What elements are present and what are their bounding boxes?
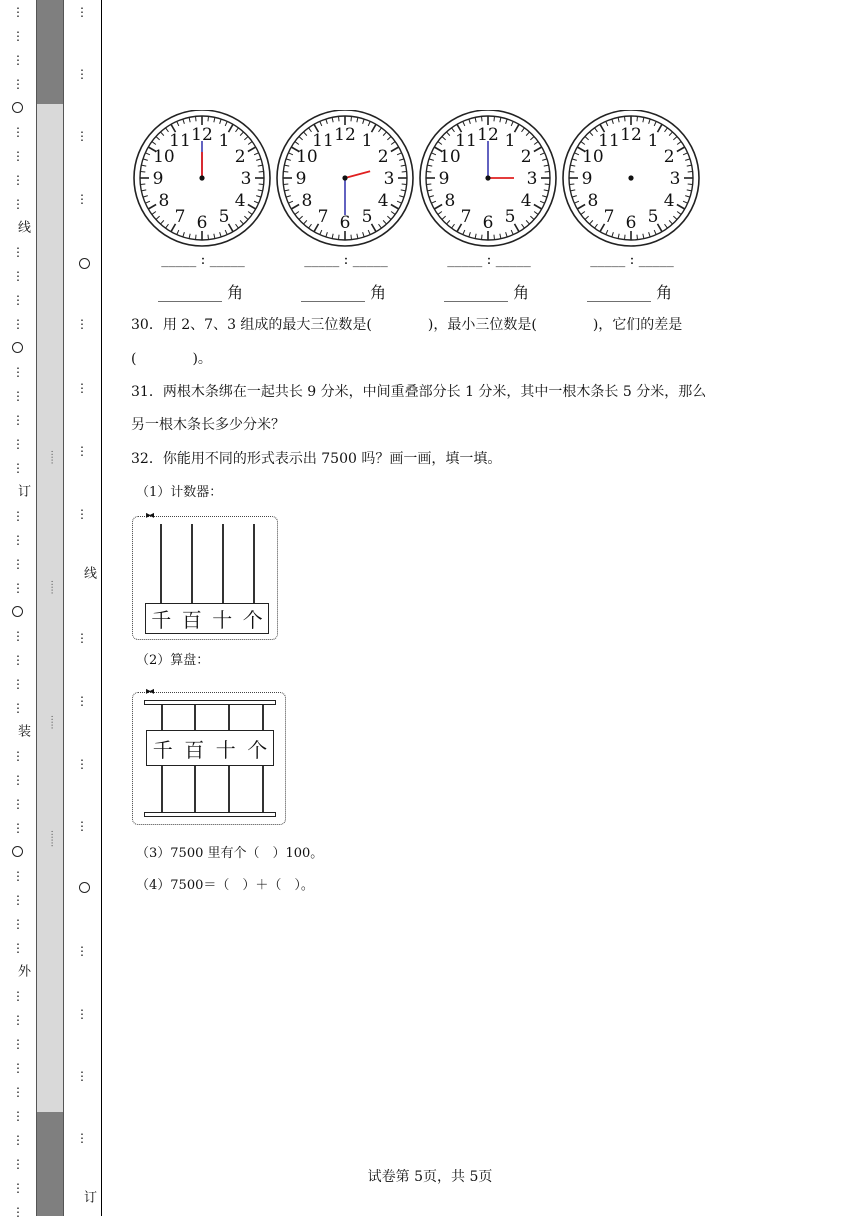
binding-dots: ⋮	[12, 941, 24, 955]
clock-row	[130, 110, 710, 305]
binding-dots: ⋮	[76, 507, 88, 521]
clock-center	[199, 175, 204, 180]
clock-number: 6	[339, 213, 351, 233]
binding-dark-top	[36, 0, 64, 104]
strip-dots-3: ·····	[46, 715, 56, 730]
clock-tick	[494, 116, 495, 121]
binding-dots: ⋮	[12, 1061, 24, 1075]
clock-number: 5	[218, 207, 230, 228]
clock-face-2	[273, 110, 417, 250]
angle-blank-3: ________ 角	[444, 283, 530, 302]
counter-rod-thousands	[160, 524, 162, 604]
place-tens: 十	[212, 608, 233, 632]
clock-number: 9	[438, 169, 450, 189]
binding-dots: ⋮	[12, 413, 24, 427]
binding-dots: ⋮	[12, 629, 24, 643]
clock-number: 7	[460, 207, 472, 228]
abacus-place-hundreds: 百	[184, 737, 205, 762]
binding-dots: ⋮	[12, 509, 24, 523]
clock-number: 10	[296, 147, 318, 167]
clock-number: 4	[377, 191, 389, 211]
binding-strip	[36, 0, 64, 1216]
binding-margin	[0, 0, 104, 1219]
time-blank-3: _____ : _____	[447, 252, 531, 268]
place-hundreds: 百	[181, 608, 202, 632]
binding-dots: ⋮	[76, 944, 88, 958]
question-30-line-1: 30．用 2、7、3 组成的最大三位数是( )，最小三位数是( )，它们的差是	[131, 317, 683, 333]
binding-dots: ⋮	[12, 245, 24, 259]
clock-tick	[259, 172, 264, 173]
binding-dots: ⋮	[12, 125, 24, 139]
binding-circle-icon	[79, 882, 90, 893]
binding-dots: ⋮	[12, 29, 24, 43]
clock-number: 11	[598, 130, 620, 151]
place-ones: 个	[242, 608, 263, 632]
binding-dots: ⋮	[12, 749, 24, 763]
binding-dots: ⋮	[12, 1037, 24, 1051]
binding-dots: ⋮	[76, 444, 88, 458]
clock-number: 6	[482, 213, 494, 233]
binding-dots: ⋮	[76, 1069, 88, 1083]
clock-tick	[208, 116, 209, 121]
clock-tick	[339, 235, 340, 240]
clock-tick	[339, 116, 340, 121]
clock-3	[416, 110, 560, 302]
binding-dots: ⋮	[76, 129, 88, 143]
binding-label: 装	[15, 724, 30, 737]
binding-dots: ⋮	[12, 269, 24, 283]
binding-dots: ⋮	[12, 437, 24, 451]
binding-dots: ⋮	[12, 77, 24, 91]
binding-dots: ⋮	[12, 581, 24, 595]
binding-dots: ⋮	[12, 557, 24, 571]
time-blank-4: _____ : _____	[590, 252, 674, 268]
margin-rule	[101, 0, 102, 1216]
clock-number: 5	[361, 207, 373, 228]
question-31-line-2: 另一根木条长多少分米？	[131, 417, 285, 433]
sub-question-3: （3）7500 里有个（ ）100。	[136, 846, 324, 861]
clock-number: 6	[625, 213, 637, 233]
binding-circle-icon	[12, 342, 23, 353]
clock-number: 2	[377, 147, 389, 167]
binding-dots: ⋮	[12, 149, 24, 163]
strip-dots-4: ······	[46, 830, 56, 848]
binding-dots: ⋮	[12, 197, 24, 211]
clock-number: 10	[153, 147, 175, 167]
binding-circle-icon	[12, 606, 23, 617]
clock-tick	[283, 172, 288, 173]
binding-dots: ⋮	[12, 893, 24, 907]
clock-tick	[140, 172, 145, 173]
clock-number: 12	[620, 125, 642, 145]
clock-tick	[140, 184, 145, 185]
clock-number: 11	[312, 130, 334, 151]
time-blank-1: _____ : _____	[161, 252, 245, 268]
binding-dots: ⋮	[12, 797, 24, 811]
place-thousands: 千	[151, 608, 172, 632]
angle-blank-1: ________ 角	[158, 283, 244, 302]
question-32: 32．你能用不同的形式表示出 7500 吗？画一画，填一填。	[131, 451, 502, 467]
clock-face-1	[130, 110, 274, 250]
clock-number: 2	[663, 147, 675, 167]
strip-dots-1: ·····	[46, 450, 56, 465]
clock-tick	[625, 235, 626, 240]
binding-dark-bottom	[36, 1112, 64, 1216]
outer-dotted-column	[0, 0, 36, 1219]
clock-number: 3	[240, 169, 252, 189]
binding-dots: ⋮	[76, 631, 88, 645]
clock-tick	[351, 235, 352, 240]
clock-number: 8	[158, 191, 170, 211]
binding-dots: ⋮	[12, 461, 24, 475]
counter-rod-tens	[222, 524, 224, 604]
clock-number: 3	[383, 169, 395, 189]
clock-number: 7	[317, 207, 329, 228]
clock-number: 11	[455, 130, 477, 151]
binding-dots: ⋮	[12, 389, 24, 403]
sub-question-1: （1）计数器：	[136, 485, 223, 500]
clock-number: 2	[520, 147, 532, 167]
binding-dots: ⋮	[12, 773, 24, 787]
clock-tick	[482, 235, 483, 240]
binding-dots: ⋮	[76, 1131, 88, 1145]
binding-circle-icon	[79, 258, 90, 269]
binding-dots: ⋮	[12, 53, 24, 67]
question-30-line-2: ( )。	[131, 351, 212, 367]
clock-number: 12	[191, 125, 213, 145]
binding-circle-icon	[12, 846, 23, 857]
clock-number: 4	[234, 191, 246, 211]
question-31-line-1: 31．两根木条绑在一起共长 9 分米，中间重叠部分长 1 分米，其中一根木条长 5 分米，那么	[131, 384, 707, 400]
strip-dots-2: ·····	[46, 580, 56, 595]
clock-tick	[545, 184, 550, 185]
clock-number: 3	[526, 169, 538, 189]
clock-tick	[196, 116, 197, 121]
binding-dots: ⋮	[76, 192, 88, 206]
binding-dots: ⋮	[12, 821, 24, 835]
clock-number: 8	[444, 191, 456, 211]
clock-number: 9	[152, 169, 164, 189]
binding-dots: ⋮	[12, 701, 24, 715]
clock-tick	[688, 172, 693, 173]
clock-number: 9	[295, 169, 307, 189]
abacus-bottom-bar	[144, 812, 276, 817]
binding-dots: ⋮	[12, 989, 24, 1003]
clock-tick	[569, 184, 574, 185]
binding-dots: ⋮	[76, 694, 88, 708]
clock-face-4	[559, 110, 703, 250]
counter-rod-ones	[253, 524, 255, 604]
inner-dotted-column	[64, 0, 102, 1216]
abacus-place-labels	[146, 730, 274, 766]
clock-number: 5	[647, 207, 659, 228]
binding-dots: ⋮	[12, 365, 24, 379]
binding-dots: ⋮	[12, 317, 24, 331]
clock-1	[130, 110, 274, 302]
binding-label: 订	[15, 484, 30, 497]
clock-tick	[569, 172, 574, 173]
clock-number: 7	[174, 207, 186, 228]
binding-dots: ⋮	[12, 653, 24, 667]
counter-place-labels	[145, 603, 269, 634]
clock-number: 5	[504, 207, 516, 228]
binding-circle-icon	[12, 102, 23, 113]
binding-dots: ⋮	[12, 917, 24, 931]
clock-number: 11	[169, 130, 191, 151]
binding-dots: ⋮	[12, 1205, 24, 1219]
abacus-top-bar	[144, 700, 276, 705]
clock-tick	[545, 172, 550, 173]
sub-question-2: （2）算盘：	[136, 653, 210, 668]
clock-tick	[196, 235, 197, 240]
clock-number: 6	[196, 213, 208, 233]
binding-dots: ⋮	[12, 533, 24, 547]
clock-number: 1	[361, 130, 373, 151]
clock-tick	[426, 184, 431, 185]
binding-dots: ⋮	[12, 677, 24, 691]
clock-number: 8	[301, 191, 313, 211]
binding-dots: ⋮	[12, 293, 24, 307]
clock-number: 9	[581, 169, 593, 189]
abacus-arrow-icon: ▸◂	[146, 686, 153, 697]
clock-number: 1	[647, 130, 659, 151]
binding-dots: ⋮	[12, 1181, 24, 1195]
clock-tick	[402, 172, 407, 173]
binding-dots: ⋮	[12, 1109, 24, 1123]
clock-number: 1	[504, 130, 516, 151]
counter-rod-hundreds	[191, 524, 193, 604]
clock-number: 4	[520, 191, 532, 211]
binding-dots: ⋮	[76, 5, 88, 19]
abacus-place-tens: 十	[215, 737, 236, 762]
abacus-place-thousands: 千	[152, 737, 173, 762]
binding-dots: ⋮	[12, 5, 24, 19]
clock-number: 1	[218, 130, 230, 151]
binding-label: 线	[15, 220, 30, 233]
binding-dots: ⋮	[76, 757, 88, 771]
binding-dots: ⋮	[12, 1085, 24, 1099]
binding-dots: ⋮	[12, 869, 24, 883]
counter-arrow-icon: ▸◂	[146, 510, 153, 521]
binding-label: 订	[81, 1190, 96, 1203]
clock-tick	[208, 235, 209, 240]
clock-tick	[688, 184, 693, 185]
binding-dots: ⋮	[12, 1013, 24, 1027]
clock-tick	[402, 184, 407, 185]
binding-label: 外	[15, 964, 30, 977]
time-blank-2: _____ : _____	[304, 252, 388, 268]
clock-tick	[494, 235, 495, 240]
clock-number: 4	[663, 191, 675, 211]
clock-tick	[637, 235, 638, 240]
binding-dots: ⋮	[76, 381, 88, 395]
clock-tick	[259, 184, 264, 185]
sub-question-4: （4）7500＝（ ）＋（ ）。	[136, 878, 314, 893]
clock-2	[273, 110, 417, 302]
clock-center	[342, 175, 347, 180]
binding-dots: ⋮	[76, 67, 88, 81]
clock-tick	[426, 172, 431, 173]
binding-dots: ⋮	[12, 1157, 24, 1171]
clock-tick	[283, 184, 288, 185]
clock-number: 8	[587, 191, 599, 211]
clock-number: 10	[439, 147, 461, 167]
clock-number: 12	[477, 125, 499, 145]
clock-number: 2	[234, 147, 246, 167]
clock-number: 3	[669, 169, 681, 189]
clock-tick	[351, 116, 352, 121]
clock-number: 7	[603, 207, 615, 228]
binding-label: 线	[81, 566, 96, 579]
page-footer: 试卷第 5页，共 5页	[367, 1169, 493, 1185]
clock-tick	[625, 116, 626, 121]
clock-number: 12	[334, 125, 356, 145]
clock-center	[485, 175, 490, 180]
clock-face-3	[416, 110, 560, 250]
clock-center	[628, 175, 633, 180]
clock-tick	[637, 116, 638, 121]
abacus-place-ones: 个	[247, 737, 268, 762]
binding-dots: ⋮	[12, 173, 24, 187]
binding-dots: ⋮	[76, 317, 88, 331]
clock-tick	[482, 116, 483, 121]
binding-dots: ⋮	[12, 1133, 24, 1147]
binding-dots: ⋮	[76, 1007, 88, 1021]
binding-dots: ⋮	[76, 819, 88, 833]
clock-4	[559, 110, 703, 302]
angle-blank-2: ________ 角	[301, 283, 387, 302]
angle-blank-4: ________ 角	[587, 283, 673, 302]
clock-number: 10	[582, 147, 604, 167]
